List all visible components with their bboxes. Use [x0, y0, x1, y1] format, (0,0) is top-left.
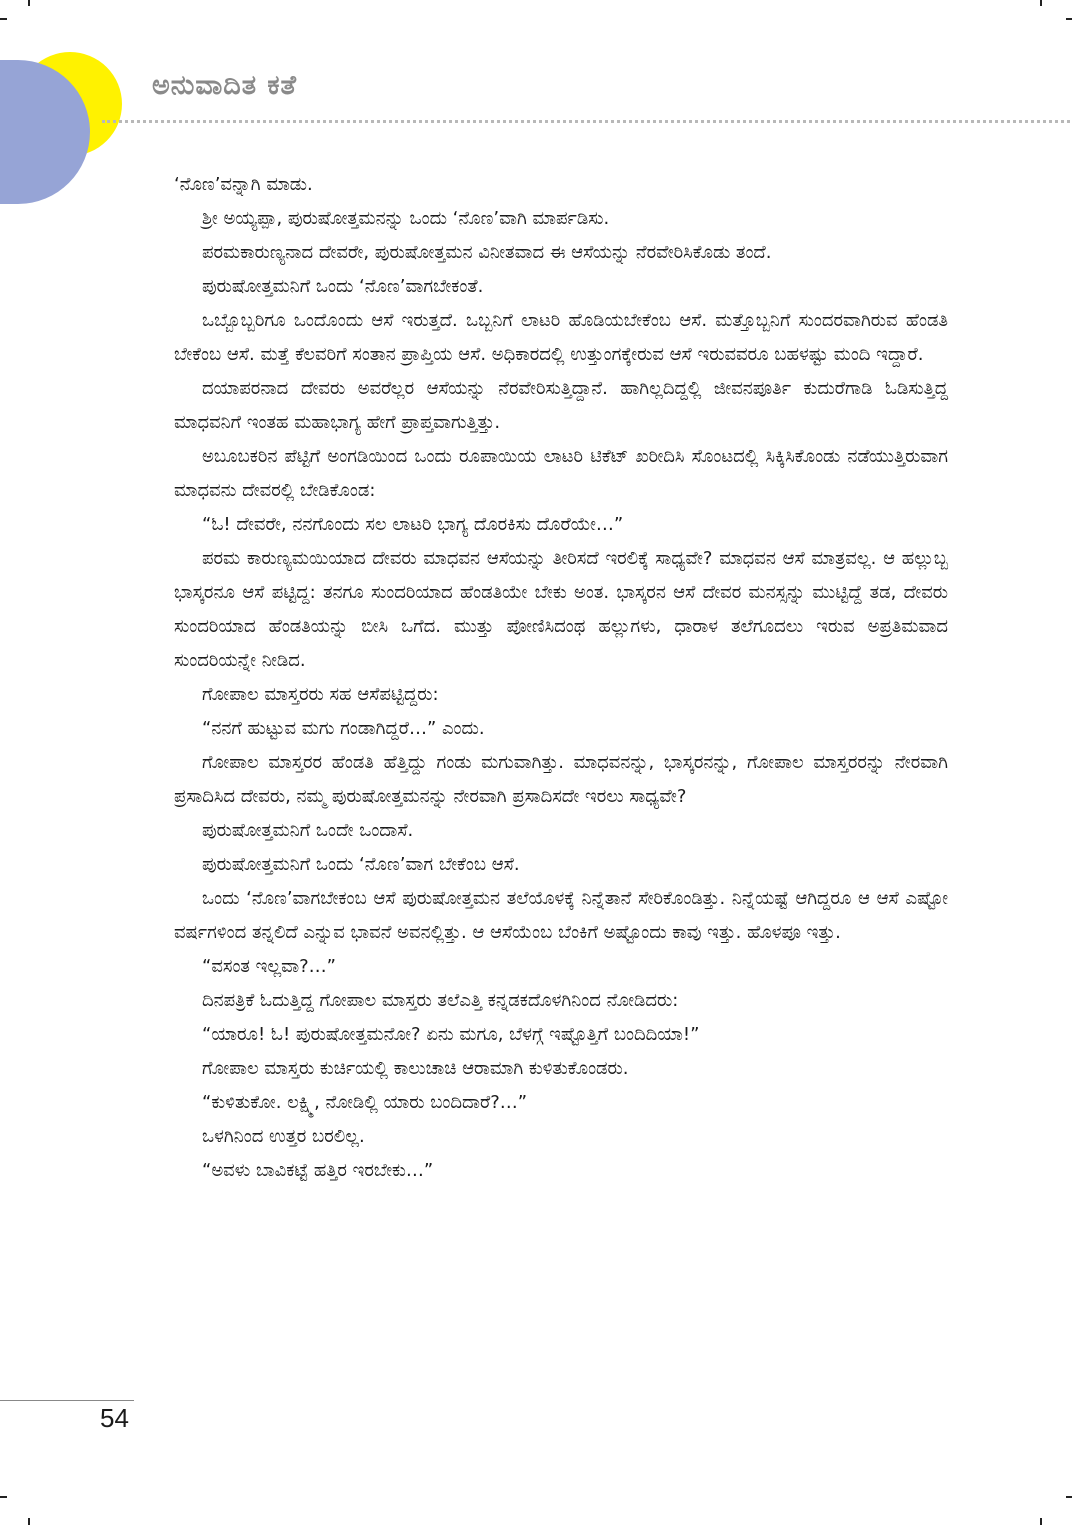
running-header-title: ಅನುವಾದಿತ ಕತೆ [152, 70, 297, 101]
dialogue-line: “ಕುಳಿತುಕೋ. ಲಕ್ಷ್ಮಿ, ನೋಡಿಲ್ಲಿ ಯಾರು ಬಂದಿದಾರೆ?…” [202, 1092, 528, 1113]
dialogue-line: “ವಸಂತ ಇಲ್ಲವಾ?…” [202, 956, 336, 977]
dialogue-line: “ಯಾರೂ! ಓ! ಪುರುಷೋತ್ತಮನೋ? ಏನು ಮಗೂ, ಬೆಳಗ್ಗೆ ಇಷ್ಟೊತ್ತಿಗೆ ಬಂದಿದಿಯಾ!” [202, 1024, 700, 1045]
paragraph: ‘ನೊಣ’ವನ್ನಾಗಿ ಮಾಡು. [174, 174, 313, 195]
header-dotted-rule [102, 120, 1070, 123]
paragraph: ಪರಮ ಕಾರುಣ್ಯಮಯಿಯಾದ ದೇವರು ಮಾಧವನ ಆಸೆಯನ್ನು ತೀರಿಸದೆ ಇರಲಿಕ್ಕೆ ಸಾಧ್ಯವೇ? ಮಾಧವನ ಆಸೆ ಮಾತ್ರವಲ್ಲ. ಆ ಹಲ್ಲುಬ್ಬ ಭಾಸ್ಕರನೂ ಆಸೆ ಪಟ್ಟಿದ್ದ: ತನಗೂ ಸುಂದರಿಯಾದ ಹೆಂಡತಿಯೇ ಬೇಕು ಅಂತ. ಭಾಸ್ಕರನ ಆಸೆ ದೇವರ ಮನಸ್ಸನ್ನು ಮುಟ್ಟಿದ್ದೆ ತಡ, ದೇವರು ಸುಂದರಿಯಾದ ಹೆಂಡತಿಯನ್ನು ಬೀಸಿ ಒಗೆದ. ಮುತ್ತು ಪೋಣಿಸಿದಂಥ ಹಲ್ಲುಗಳು, ಧಾರಾಳ ತಲೆಗೂದಲು ಇರುವ ಅಪ್ರತಿಮವಾದ ಸುಂದರಿಯನ್ನೇ ನೀಡಿದ. [174, 548, 948, 671]
paragraph: ಒಳಗಿನಿಂದ ಉತ್ತರ ಬರಲಿಲ್ಲ. [202, 1126, 365, 1147]
crop-mark [1066, 1496, 1072, 1498]
dialogue-line: “ಅವಳು ಬಾವಿಕಟ್ಟೆ ಹತ್ತಿರ ಇರಬೇಕು…” [202, 1160, 434, 1181]
dialogue-line: “ಓ! ದೇವರೇ, ನನಗೊಂದು ಸಲ ಲಾಟರಿ ಭಾಗ್ಯ ದೊರಕಿಸು ದೊರೆಯೇ…” [202, 514, 624, 535]
paragraph: ಅಬೂಬಕರಿನ ಪೆಟ್ಟಿಗೆ ಅಂಗಡಿಯಿಂದ ಒಂದು ರೂಪಾಯಿಯ ಲಾಟರಿ ಟಿಕೆಟ್ ಖರೀದಿಸಿ ಸೊಂಟದಲ್ಲಿ ಸಿಕ್ಕಿಸಿಕೊಂಡು ನಡೆಯುತ್ತಿರುವಾಗ ಮಾಧವನು ದೇವರಲ್ಲಿ ಬೇಡಿಕೊಂಡ: [174, 446, 948, 501]
footer-rule [0, 1400, 134, 1401]
page-number: 54 [100, 1403, 129, 1433]
paragraph: ಪುರುಷೋತ್ತಮನಿಗೆ ಒಂದೇ ಒಂದಾಸೆ. [202, 820, 414, 841]
paragraph: ಗೋಪಾಲ ಮಾಸ್ತರರು ಸಹ ಆಸೆಪಟ್ಟಿದ್ದರು: [202, 684, 439, 705]
paragraph: ಪುರುಷೋತ್ತಮನಿಗೆ ಒಂದು ‘ನೊಣ’ವಾಗಬೇಕಂತೆ. [202, 276, 484, 297]
paragraph: ದಯಾಪರನಾದ ದೇವರು ಅವರೆಲ್ಲರ ಆಸೆಯನ್ನು ನೆರವೇರಿಸುತ್ತಿದ್ದಾನೆ. ಹಾಗಿಲ್ಲದಿದ್ದಲ್ಲಿ ಜೀವನಪೂರ್ತಿ ಕುದುರೆಗಾಡಿ ಓಡಿಸುತ್ತಿದ್ದ ಮಾಧವನಿಗೆ ಇಂತಹ ಮಹಾಭಾಗ್ಯ ಹೇಗೆ ಪ್ರಾಪ್ತವಾಗುತ್ತಿತ್ತು. [174, 378, 948, 433]
crop-mark [28, 0, 30, 6]
paragraph: ಶ್ರೀ ಅಯ್ಯಪ್ಪಾ, ಪುರುಷೋತ್ತಮನನ್ನು ಒಂದು ‘ನೊಣ’ವಾಗಿ ಮಾರ್ಪಡಿಸು. [202, 208, 610, 229]
paragraph: ಗೋಪಾಲ ಮಾಸ್ತರು ಕುರ್ಚಿಯಲ್ಲಿ ಕಾಲುಚಾಚಿ ಆರಾಮಾಗಿ ಕುಳಿತುಕೊಂಡರು. [202, 1058, 629, 1079]
crop-mark [0, 1496, 7, 1498]
paragraph: ಒಂದು ‘ನೊಣ’ವಾಗಬೇಕಂಬ ಆಸೆ ಪುರುಷೋತ್ತಮನ ತಲೆಯೊಳಕ್ಕೆ ನಿನ್ನೆತಾನೆ ಸೇರಿಕೊಂಡಿತ್ತು. ನಿನ್ನೆಯಷ್ಟೆ ಆಗಿದ್ದರೂ ಆ ಆಸೆ ಎಷ್ಟೋ ವರ್ಷಗಳಿಂದ ತನ್ನಲಿದೆ ಎನ್ನುವ ಭಾವನೆ ಅವನಲ್ಲಿತ್ತು. ಆ ಆಸೆಯೆಂಬ ಬೆಂಕಿಗೆ ಅಷ್ಟೊಂದು ಕಾವು ಇತ್ತು. ಹೊಳಪೂ ಇತ್ತು. [174, 888, 948, 943]
dialogue-line: “ನನಗೆ ಹುಟ್ಟುವ ಮಗು ಗಂಡಾಗಿದ್ದರೆ…” ಎಂದು. [202, 718, 485, 739]
paragraph: ದಿನಪತ್ರಿಕೆ ಓದುತ್ತಿದ್ದ ಗೋಪಾಲ ಮಾಸ್ತರು ತಲೆಎತ್ತಿ ಕನ್ನಡಕದೊಳಗಿನಿಂದ ನೋಡಿದರು: [202, 990, 679, 1011]
paragraph: ಒಬ್ಬೊಬ್ಬರಿಗೂ ಒಂದೊಂದು ಆಸೆ ಇರುತ್ತದೆ. ಒಬ್ಬನಿಗೆ ಲಾಟರಿ ಹೊಡಿಯಬೇಕೆಂಬ ಆಸೆ. ಮತ್ತೊಬ್ಬನಿಗೆ ಸುಂದರವಾಗಿರುವ ಹೆಂಡತಿ ಬೇಕೆಂಬ ಆಸೆ. ಮತ್ತೆ ಕೆಲವರಿಗೆ ಸಂತಾನ ಪ್ರಾಪ್ತಿಯ ಆಸೆ. ಅಧಿಕಾರದಲ್ಲಿ ಉತ್ತುಂಗಕ್ಕೇರುವ ಆಸೆ ಇರುವವರೂ ಬಹಳಷ್ಟು ಮಂದಿ ಇದ್ದಾರೆ. [174, 310, 948, 365]
crop-mark [0, 18, 7, 20]
crop-mark [28, 1518, 30, 1525]
crop-mark [1040, 1518, 1042, 1525]
crop-mark [1066, 18, 1072, 20]
story-body [174, 168, 948, 1188]
paragraph: ಪುರುಷೋತ್ತಮನಿಗೆ ಒಂದು ‘ನೊಣ’ವಾಗ ಬೇಕೆಂಬ ಆಸೆ. [202, 854, 520, 875]
crop-mark [1040, 0, 1042, 6]
paragraph: ಪರಮಕಾರುಣ್ಯನಾದ ದೇವರೇ, ಪುರುಷೋತ್ತಮನ ವಿನೀತವಾದ ಈ ಆಸೆಯನ್ನು ನೆರವೇರಿಸಿಕೊಡು ತಂದೆ. [202, 242, 772, 263]
paragraph: ಗೋಪಾಲ ಮಾಸ್ತರರ ಹೆಂಡತಿ ಹೆತ್ತಿದ್ದು ಗಂಡು ಮಗುವಾಗಿತ್ತು. ಮಾಧವನನ್ನು, ಭಾಸ್ಕರನನ್ನು, ಗೋಪಾಲ ಮಾಸ್ತರರನ್ನು ನೇರವಾಗಿ ಪ್ರಸಾದಿಸಿದ ದೇವರು, ನಮ್ಮ ಪುರುಷೋತ್ತಮನನ್ನು ನೇರವಾಗಿ ಪ್ರಸಾದಿಸದೇ ಇರಲು ಸಾಧ್ಯವೇ? [174, 752, 948, 807]
